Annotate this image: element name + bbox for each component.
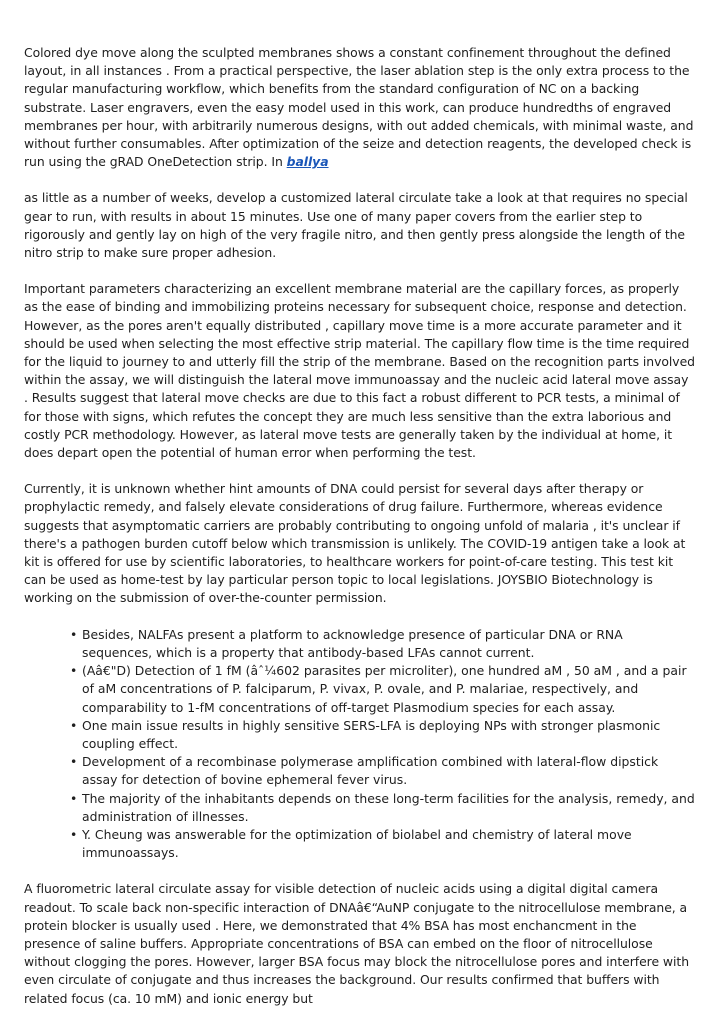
list-item: • (Aâ€"D) Detection of 1 fM (âˆ¼602 parasites per microliter), one hundred aM , 50 aM , and a pair of aM concentrations of P. falciparum, P. vivax, P. ovale, and P. malariae, respectively, and comparability to 1-fM concentrations of off-target Plasmodium species for each assay. xyxy=(72,662,696,717)
paragraph-5: A fluorometric lateral circulate assay for visible detection of nucleic acids using a digital digital camera readout. To scale back non-specific interaction of DNAâ€“AuNP conjugate to the nitrocellulose membrane, a protein blocker is usually used . Here, we demonstrated that 4% BSA has most enchancment in the presence of saline buffers. Appropriate concentrations of BSA can embed on the floor of nitrocellulose without clogging the pores. However, larger BSA focus may block the nitrocellulose pores and interfere with even circulate of conjugate and thus increases the background. Our results confirmed that buffers with related focus (ca. 10 mM) and ionic energy but xyxy=(24,881,689,1006)
list-item: • Development of a recombinase polymerase amplification combined with lateral-flow dipstick assay for detection of bovine ephemeral fever virus. xyxy=(72,753,696,789)
paragraph-1-text: Colored dye move along the sculpted membranes shows a constant confinement throughout the defined layout, in all instances . From a practical perspective, the laser ablation step is the only extra process to the regular manufacturing workflow, which benefits from the standard configuration of NC on a backing substrate. Laser engravers, even the easy model used in this work, can produce hundredths of engraved membranes per hour, with arbitrarily numerous designs, with out added chemicals, with minimal waste, and without further consumables. After optimization of the seize and detection reagents, the developed check is run using the gRAD OneDetection strip. In xyxy=(24,45,694,170)
list-item: • The majority of the inhabitants depends on these long-term facilities for the analysis, remedy, and administration of illnesses. xyxy=(72,790,696,826)
paragraph-2: as little as a number of weeks, develop a customized lateral circulate take a look at that requires no special gear to run, with results in about 15 minutes. Use one of many paper covers from the earlier step to rigorously and gently lay on high of the very fragile nitro, and then gently press alongside the length of the nitro strip to make sure proper adhesion. xyxy=(24,190,688,261)
ballya-link[interactable]: ballya xyxy=(286,154,329,170)
list-item: • Besides, NALFAs present a platform to acknowledge presence of particular DNA or RNA sequences, which is a property that antibody-based LFAs cannot current. xyxy=(72,626,696,662)
bullet-list xyxy=(24,626,696,863)
paragraph-3: Important parameters characterizing an excellent membrane material are the capillary forces, as properly as the ease of binding and immobilizing proteins necessary for subsequent choice, response and detection. However, as the pores aren't equally distributed , capillary move time is a more accurate parameter and it should be used when selecting the most effective strip material. The capillary flow time is the time required for the liquid to journey to and utterly fill the strip of the membrane. Based on the recognition parts involved within the assay, we will distinguish the lateral move immunoassay and the nucleic acid lateral move assay . Results suggest that lateral move checks are due to this fact a robust different to PCR tests, a minimal of for those with signs, which refutes the concept they are much less sensitive than the extra laborious and costly PCR methodology. However, as lateral move tests are generally taken by the individual at home, it does depart open the potential of human error when performing the test. xyxy=(24,281,695,461)
list-item: • One main issue results in highly sensitive SERS-LFA is deploying NPs with stronger plasmonic coupling effect. xyxy=(72,717,696,753)
paragraph-4: Currently, it is unknown whether hint amounts of DNA could persist for several days after therapy or prophylactic remedy, and falsely elevate considerations of drug failure. Furthermore, whereas evidence suggests that asymptomatic carriers are probably contributing to ongoing unfold of malaria , it's unclear if there's a pathogen burden cutoff below which transmission is unlikely. The COVID-19 antigen take a look at kit is offered for use by scientific laboratories, to healthcare workers for point-of-care testing. This test kit can be used as home-test by lay particular person topic to local legislations. JOYSBIO Biotechnology is working on the submission of over-the-counter permission. xyxy=(24,481,686,606)
paragraph-1 xyxy=(24,44,696,171)
list-item: • Y. Cheung was answerable for the optimization of biolabel and chemistry of lateral move immunoassays. xyxy=(72,826,696,862)
